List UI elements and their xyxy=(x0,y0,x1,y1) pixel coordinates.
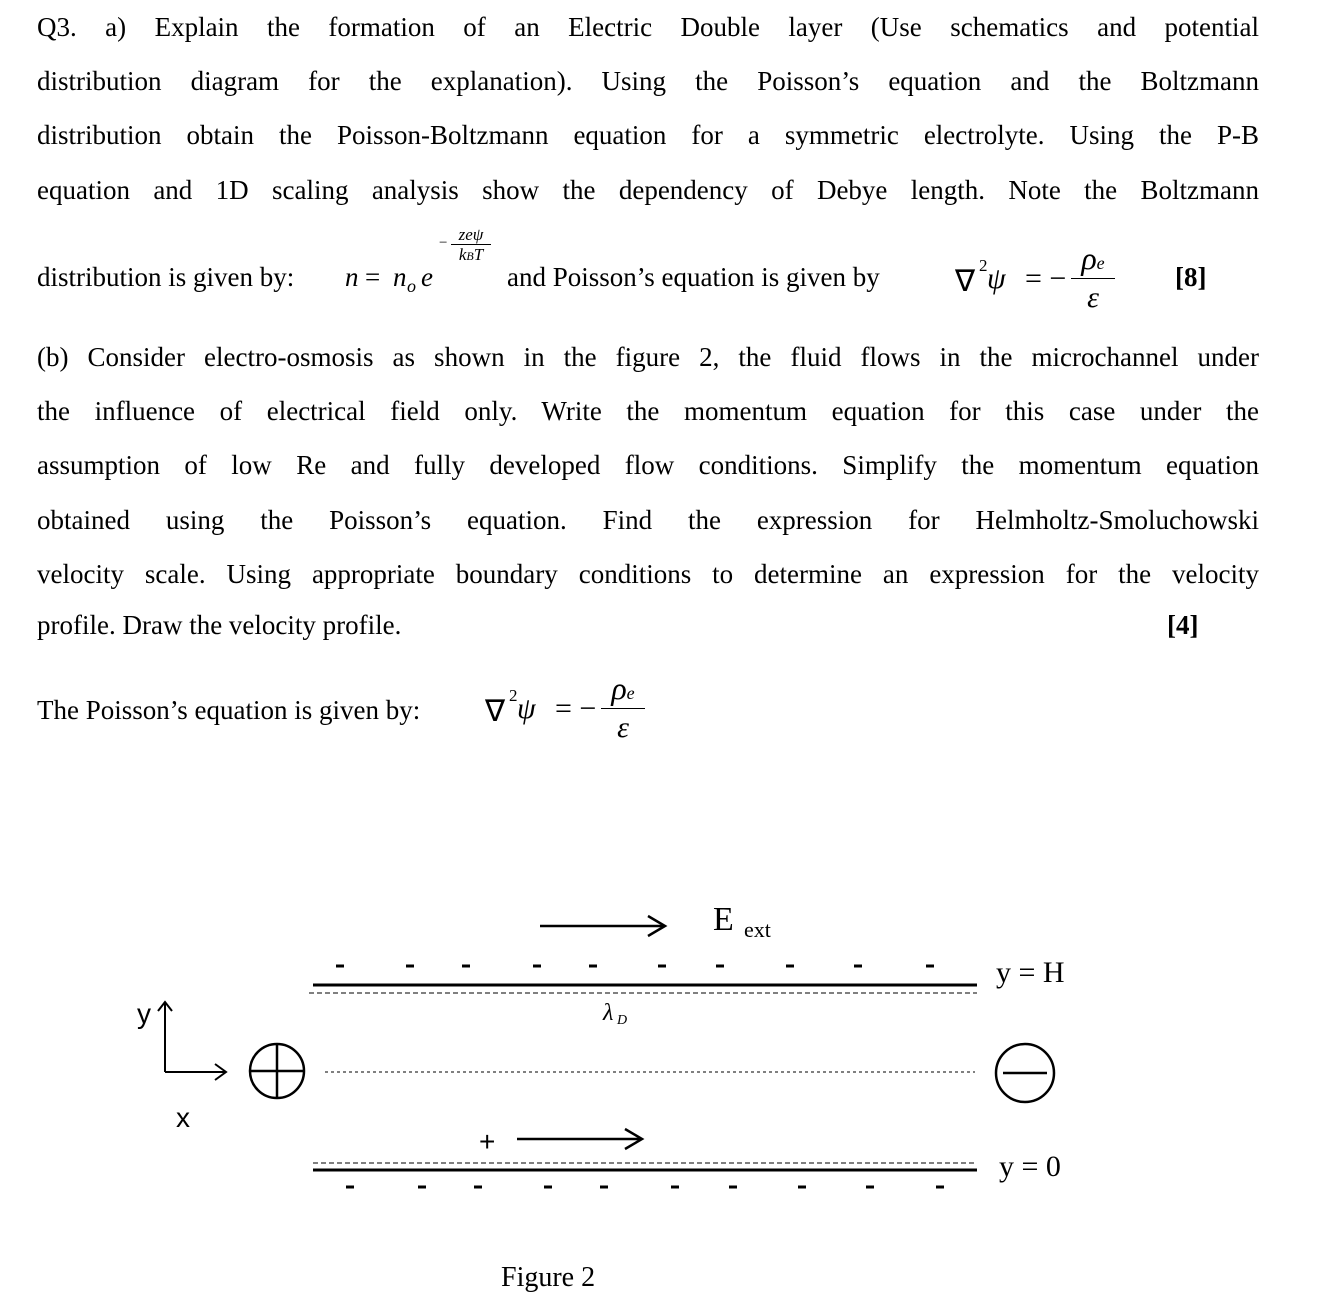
question-b-line-4: obtained using the Poisson’s equation. Find the expression for Helmholtz-Smoluchowski xyxy=(37,504,1259,535)
poisson2-rho-sub: e xyxy=(626,683,635,703)
boltzmann-equals: = xyxy=(365,262,381,292)
marks-b: [4] xyxy=(1167,610,1199,640)
marks-a: [8] xyxy=(1175,262,1207,292)
poisson-fraction xyxy=(1071,240,1115,317)
boltzmann-exp-T: T xyxy=(473,245,484,264)
question-b-paragraph xyxy=(37,330,1259,601)
poisson2-nabla: ∇ xyxy=(485,695,506,728)
boltzmann-exponent xyxy=(451,226,491,266)
axis-y-label: y xyxy=(137,998,151,1029)
question-b-last-line: profile. Draw the velocity profile. xyxy=(37,610,402,640)
boltzmann-n0: n xyxy=(393,262,407,292)
poisson2-sq: 2 xyxy=(509,686,518,705)
poisson-statement: The Poisson’s equation is given by: xyxy=(37,695,421,725)
poisson-psi: ψ xyxy=(987,262,1006,295)
poisson2-eps: ε xyxy=(617,711,629,744)
debye-label-sub: D xyxy=(617,1013,628,1028)
boltzmann-exp-k: k xyxy=(458,245,467,264)
poisson-eps: ε xyxy=(1087,281,1099,314)
poisson-rho-sub: e xyxy=(1096,253,1105,273)
question-b-line-3: assumption of low Re and fully developed flow conditions. Simplify the momentum equation xyxy=(37,450,1259,481)
poisson2-rho: ρ xyxy=(611,670,627,706)
poisson2-psi: ψ xyxy=(517,692,536,725)
flow-arrow xyxy=(517,1129,642,1149)
question-a-line-4: equation and 1D scaling analysis show the dependency of Debye length. Note the Boltzmann xyxy=(37,174,1259,205)
boltzmann-n0-sub: o xyxy=(407,276,416,296)
question-a-line-2: distribution diagram for the explanation). Using the Poisson’s equation and the Boltzmann xyxy=(37,66,1259,97)
field-label: E xyxy=(713,901,734,938)
distribution-prefix: distribution is given by: xyxy=(37,262,295,292)
question-a-paragraph xyxy=(37,0,1259,217)
question-a-line-1: Q3. a) Explain the formation of an Electric Double layer (Use schematics and potential xyxy=(37,12,1259,42)
poisson-rho: ρ xyxy=(1081,240,1097,276)
poisson-nabla: ∇ xyxy=(955,265,976,298)
poisson2-equals: = − xyxy=(555,692,597,725)
poisson2-num xyxy=(601,670,645,709)
top-wall-label: y = H xyxy=(996,956,1065,989)
figure-caption: Figure 2 xyxy=(501,1262,596,1293)
fluid-plus-sign: + xyxy=(479,1126,496,1157)
boltzmann-lhs: n xyxy=(345,262,359,292)
boltzmann-exp-num: zeψ xyxy=(451,226,491,245)
axis-x-label: x xyxy=(176,1102,190,1133)
bottom-wall-label: y = 0 xyxy=(999,1150,1061,1183)
poisson-num xyxy=(1071,240,1115,279)
poisson-sq: 2 xyxy=(979,256,988,275)
question-b-line-5: velocity scale. Using appropriate boundary conditions to determine an expression for the velocity xyxy=(37,558,1259,589)
question-b-line-2: the influence of electrical field only. Write the momentum equation for this case under the xyxy=(37,396,1259,427)
field-label-sub: ext xyxy=(744,917,771,942)
boltzmann-exp-den xyxy=(451,245,491,266)
negative-electrode-icon xyxy=(996,1044,1054,1102)
boltzmann-exp-sub: B xyxy=(466,249,474,263)
debye-label: λ xyxy=(603,1000,614,1026)
boltzmann-e: e xyxy=(421,262,433,292)
and-poisson-text: and Poisson’s equation is given by xyxy=(507,262,880,292)
field-arrow xyxy=(540,916,665,936)
axes-icon xyxy=(158,1002,226,1080)
positive-electrode-icon xyxy=(250,1044,304,1098)
boltzmann-exp-sign: − xyxy=(439,235,448,251)
electroosmosis-figure xyxy=(0,880,1328,1303)
question-b-line-1: (b) Consider electro-osmosis as shown in the figure 2, the fluid flows in the microchannel under xyxy=(37,342,1259,372)
question-a-line-3: distribution obtain the Poisson-Boltzmann equation for a symmetric electrolyte. Using the P-B xyxy=(37,120,1259,151)
poisson-equals: = − xyxy=(1025,262,1067,295)
poisson2-fraction xyxy=(601,670,645,747)
